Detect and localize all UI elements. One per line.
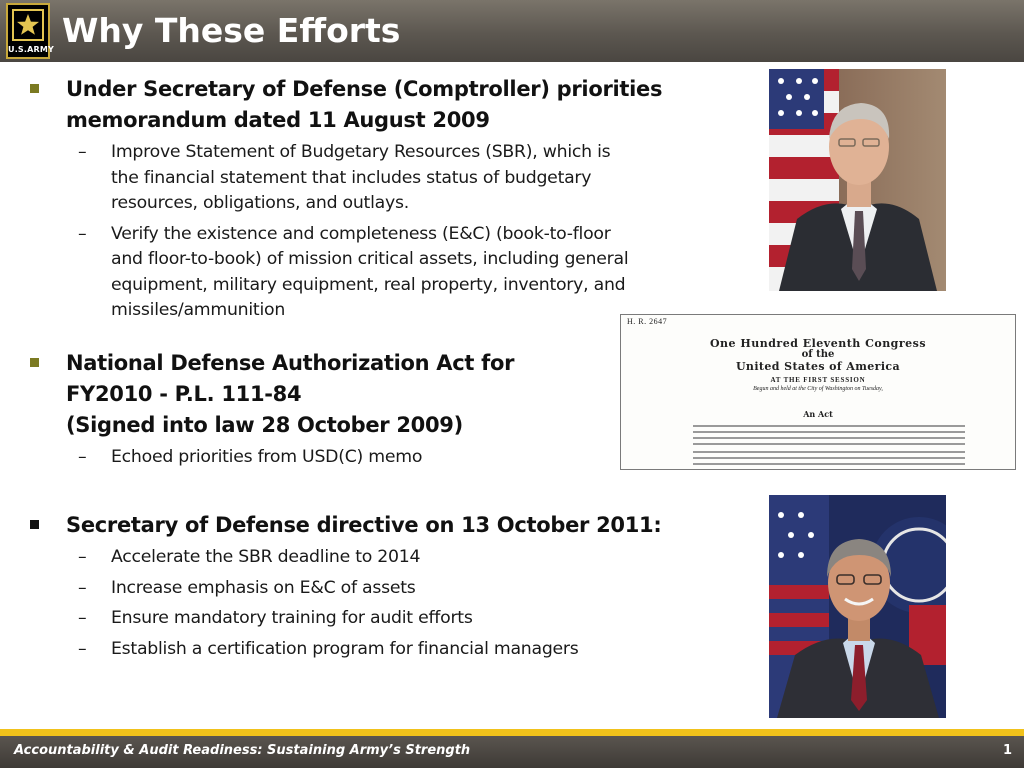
- doc-fine-print: [693, 431, 965, 433]
- doc-fine-print: [693, 457, 965, 459]
- sub-bullet-accelerate: [26, 545, 686, 571]
- sub-bullet-line: Verify the existence and completeness (E&C) (book-to-floor: [111, 223, 611, 244]
- doc-fine-print: [693, 443, 965, 445]
- hr-2647-document-image: [620, 314, 1016, 470]
- army-logo-text: U.S.ARMY: [8, 45, 55, 54]
- sub-bullet-line: Accelerate the SBR deadline to 2014: [111, 547, 421, 567]
- sub-bullet-certification: [26, 637, 686, 663]
- footer-bar: [0, 736, 1024, 768]
- bullet-heading-line: National Defense Authorization Act for: [66, 351, 515, 375]
- sub-bullet-line: Establish a certification program for financial managers: [111, 638, 579, 659]
- bullet-group-usd-memo: [26, 74, 686, 329]
- footer-tagline: Accountability & Audit Readiness: Sustaining Army’s Strength: [14, 743, 471, 758]
- sub-bullet-line: resources, obligations, and outlays.: [111, 193, 409, 213]
- doc-fine-print: [693, 425, 965, 427]
- sub-bullet-echoed: [26, 445, 586, 471]
- sub-bullet-line: Improve Statement of Budgetary Resources (SBR), which is: [111, 142, 611, 162]
- bullet-heading-line: (Signed into law 28 October 2009): [66, 413, 463, 437]
- bullet-usd-memo: [26, 74, 686, 136]
- bullet-group-ndaa: [26, 348, 586, 476]
- title-bar: [0, 0, 1024, 62]
- bullet-group-secdef: [26, 510, 686, 667]
- sub-bullet-list: [26, 545, 686, 662]
- doc-fine-print: [693, 451, 965, 453]
- bullet-heading-line: Under Secretary of Defense (Comptroller) priorities: [66, 77, 663, 101]
- sub-bullet-ec: [26, 222, 686, 324]
- square-bullet-icon: [30, 520, 39, 529]
- dash-bullet-icon: –: [78, 638, 87, 659]
- dash-bullet-icon: –: [78, 547, 87, 567]
- dash-bullet-icon: –: [78, 447, 87, 467]
- doc-begun-line: Begun and held at the City of Washington on Tuesday,: [753, 386, 883, 392]
- doc-session-line: AT THE FIRST SESSION: [770, 376, 866, 384]
- doc-an-act-line: An Act: [803, 409, 833, 419]
- slide-title: Why These Efforts: [62, 11, 401, 50]
- official-portrait-photo-1: [769, 69, 946, 291]
- doc-of-the-line: of the: [801, 349, 835, 360]
- sub-bullet-emphasis: [26, 576, 686, 602]
- sub-bullet-line: equipment, military equipment, real property, inventory, and: [111, 274, 626, 295]
- army-star-icon: [12, 9, 44, 41]
- sub-bullet-line: Echoed priorities from USD(C) memo: [111, 447, 423, 467]
- page-number: 1: [1002, 743, 1012, 758]
- sub-bullet-training: [26, 606, 686, 632]
- dash-bullet-icon: –: [78, 142, 87, 162]
- sub-bullet-sbr: [26, 140, 686, 217]
- sub-bullet-line: the financial statement that includes status of budgetary: [111, 167, 592, 188]
- army-logo: [6, 3, 55, 59]
- sub-bullet-line: Ensure mandatory training for audit efforts: [111, 608, 473, 628]
- doc-congress-line: One Hundred Eleventh Congress: [709, 337, 927, 350]
- doc-fine-print: [693, 463, 965, 465]
- sub-bullet-line: Increase emphasis on E&C of assets: [111, 577, 416, 598]
- doc-fine-print: [693, 437, 965, 439]
- doc-usa-line: United States of America: [735, 360, 901, 373]
- square-bullet-icon: [30, 358, 39, 367]
- dash-bullet-icon: –: [78, 608, 87, 628]
- bullet-secdef: [26, 510, 686, 541]
- square-bullet-icon: [30, 84, 39, 93]
- sub-bullet-line: missiles/ammunition: [111, 300, 286, 320]
- sub-bullet-list: [26, 445, 586, 471]
- bullet-heading-line: FY2010 - P.L. 111-84: [66, 382, 302, 406]
- bullet-heading-line: memorandum dated 11 August 2009: [66, 108, 490, 132]
- official-portrait-photo-2: [769, 495, 946, 718]
- bullet-heading-line: Secretary of Defense directive on 13 October 2011:: [66, 513, 662, 537]
- footer-stripe: [0, 729, 1024, 736]
- sub-bullet-list: [26, 140, 686, 324]
- bill-number: H. R. 2647: [627, 317, 668, 326]
- bullet-ndaa: [26, 348, 586, 441]
- sub-bullet-line: and floor-to-book) of mission critical assets, including general: [111, 249, 629, 269]
- dash-bullet-icon: –: [78, 223, 87, 244]
- dash-bullet-icon: –: [78, 577, 87, 598]
